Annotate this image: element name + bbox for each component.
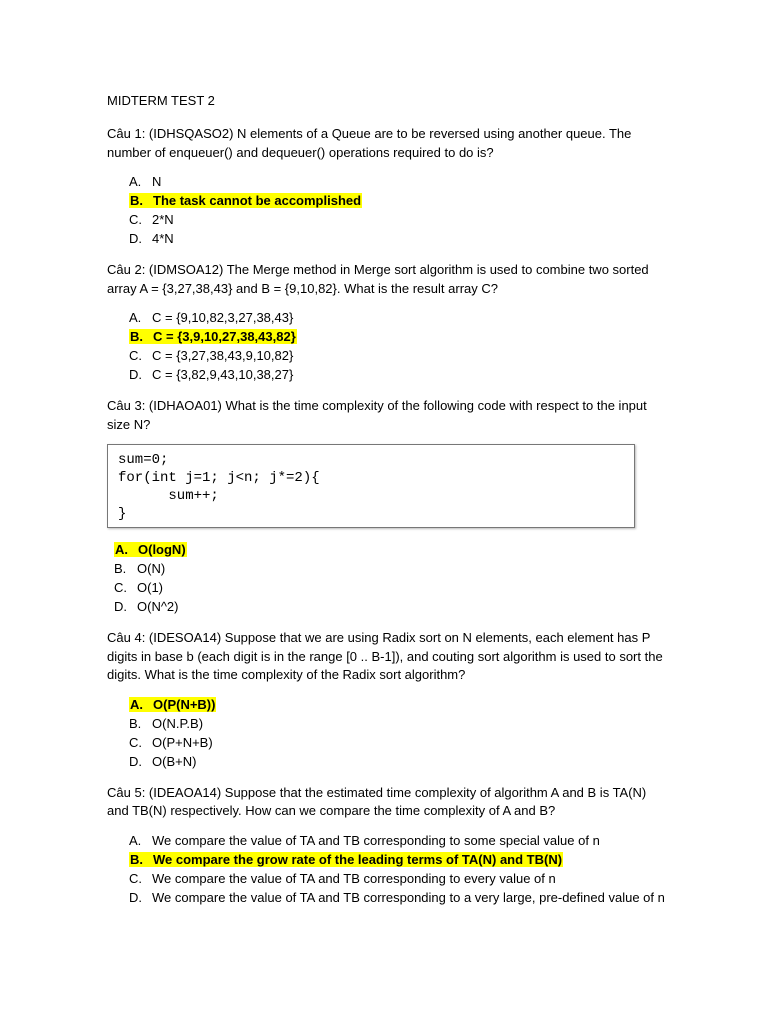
option-1b-answer	[129, 191, 667, 210]
question-4-options	[107, 695, 667, 771]
question-5-options	[107, 831, 667, 907]
option-5c: C. We compare the value of TA and TB corresponding to every value of n	[129, 870, 556, 886]
option-5d: D. We compare the value of TA and TB corresponding to a very large, pre-defined value of n	[129, 889, 665, 905]
option-3a-answer	[114, 540, 667, 559]
option-4a-answer	[129, 695, 667, 714]
option-4c: C. O(P+N+B)	[129, 734, 213, 750]
highlighted-answer: B. C = {3,9,10,27,38,43,82}	[130, 329, 296, 344]
option-1d: D. 4*N	[129, 231, 174, 246]
option-1a: A. N	[129, 174, 162, 189]
highlighted-answer: B. We compare the grow rate of the leading terms of TA(N) and TB(N)	[130, 851, 563, 867]
question-2-options	[107, 308, 667, 384]
option-2d: D. C = {3,82,9,43,10,38,27}	[129, 367, 294, 382]
option-3d: D. O(N^2)	[114, 599, 179, 614]
question-5-text: Câu 5: (IDEAOA14) Suppose that the estimated time complexity of algorithm A and B is TA(N) and TB(N) respectively. How can we compare the time complexity of A and B?	[107, 784, 647, 818]
option-5a: A. We compare the value of TA and TB corresponding to some special value of n	[129, 832, 600, 848]
question-1-options	[107, 172, 667, 248]
highlighted-answer: A. O(P(N+B))	[130, 696, 216, 712]
question-3-options	[107, 540, 667, 616]
question-1-text: Câu 1: (IDHSQASO2) N elements of a Queue are to be reversed using another queue. The number of enqueuer() and dequeuer() operations required to do is?	[107, 126, 632, 160]
option-5b-answer	[129, 850, 667, 869]
highlighted-answer: B. The task cannot be accomplished	[130, 193, 362, 208]
option-4d: D. O(B+N)	[129, 753, 197, 769]
code-block: sum=0; for(int j=1; j<n; j*=2){ sum++; }	[107, 444, 635, 528]
document-page	[107, 92, 667, 920]
question-4-text: Câu 4: (IDESOA14) Suppose that we are using Radix sort on N elements, each element has P digits in base b (each digit is in the range [0 .. B-1]), and couting sort algorithm is used to sort the digits. What is the time complexity of the Radix sort algorithm?	[107, 630, 663, 682]
option-2a: A. C = {9,10,82,3,27,38,43}	[129, 310, 294, 325]
option-4b: B. O(N.P.B)	[129, 715, 204, 731]
option-3c: C. O(1)	[114, 580, 163, 595]
highlighted-answer: A. O(logN)	[115, 542, 186, 557]
option-1c: C. 2*N	[129, 212, 174, 227]
question-3-text: Câu 3: (IDHAOA01) What is the time complexity of the following code with respect to the input size N?	[107, 398, 647, 432]
question-2-text: Câu 2: (IDMSOA12) The Merge method in Merge sort algorithm is used to combine two sorted array A = {3,27,38,43} and B = {9,10,82}. What is the result array C?	[107, 262, 649, 296]
option-2b-answer	[129, 327, 667, 346]
option-3b: B. O(N)	[114, 561, 166, 576]
page-title: MIDTERM TEST 2	[107, 93, 215, 108]
option-2c: C. C = {3,27,38,43,9,10,82}	[129, 348, 294, 363]
